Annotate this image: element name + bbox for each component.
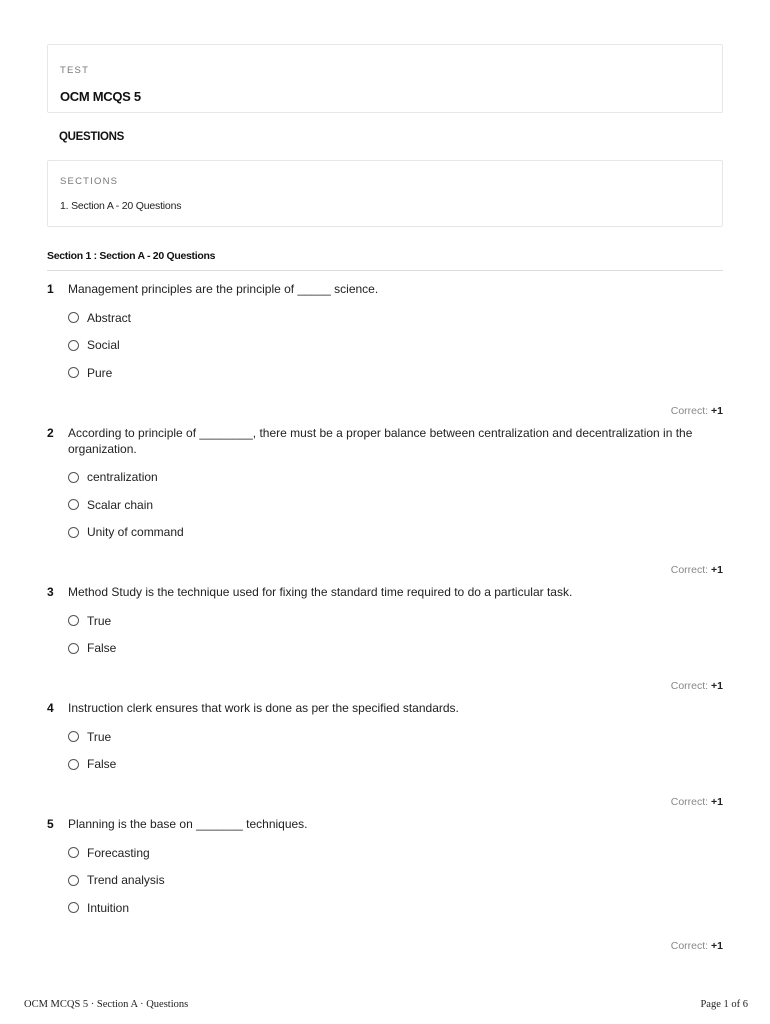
question-text: Instruction clerk ensures that work is done as per the specified standards.: [68, 701, 459, 715]
page-footer: [24, 999, 748, 1010]
radio-circle-icon[interactable]: [68, 472, 79, 483]
option-label: Unity of command: [87, 525, 184, 540]
correct-marks: [47, 796, 723, 810]
question-text: Planning is the base on _______ techniques.: [68, 817, 308, 831]
section-list-item[interactable]: 1. Section A - 20 Questions: [60, 200, 182, 212]
correct-value: +1: [711, 796, 723, 808]
radio-circle-icon[interactable]: [68, 615, 79, 626]
option-label: Intuition: [87, 900, 130, 915]
option-label: centralization: [87, 470, 158, 485]
correct-label: Correct:: [670, 680, 709, 692]
radio-circle-icon[interactable]: [68, 527, 79, 538]
question-text: Management principles are the principle of _____ science.: [68, 282, 379, 296]
option-label: False: [87, 641, 117, 656]
question-number: 5: [47, 817, 54, 831]
questions-heading: QUESTIONS: [59, 131, 125, 143]
correct-marks: [47, 940, 723, 954]
option-social[interactable]: [68, 332, 723, 360]
option-label: True: [87, 729, 112, 744]
option-pure[interactable]: [68, 359, 723, 387]
options-list: [68, 304, 723, 387]
question-number: 2: [47, 425, 54, 440]
sections-card: [47, 160, 723, 227]
correct-label: Correct:: [670, 796, 709, 808]
correct-value: +1: [711, 680, 723, 692]
page: [47, 44, 723, 954]
question-5: [47, 816, 723, 954]
correct-marks: [47, 564, 723, 578]
radio-circle-icon[interactable]: [68, 759, 79, 770]
options-list: [68, 839, 723, 922]
correct-value: +1: [711, 939, 723, 952]
options-list: [68, 464, 723, 547]
radio-circle-icon[interactable]: [68, 643, 79, 654]
question-text: Method Study is the technique used for fixing the standard time required to do a particular task.: [68, 585, 573, 599]
correct-value: +1: [711, 404, 723, 417]
radio-circle-icon[interactable]: [68, 731, 79, 742]
section-heading: Section 1 : Section A - 20 Questions: [47, 250, 723, 271]
option-trend-analysis[interactable]: [68, 867, 723, 895]
radio-circle-icon[interactable]: [68, 312, 79, 323]
question-4: [47, 700, 723, 810]
option-forecasting[interactable]: [68, 839, 723, 867]
sections-label: SECTIONS: [60, 176, 119, 187]
option-scalar-chain[interactable]: [68, 491, 723, 519]
correct-value: +1: [711, 564, 723, 576]
radio-circle-icon[interactable]: [68, 902, 79, 913]
option-centralization[interactable]: [68, 464, 723, 492]
option-true[interactable]: [68, 607, 723, 635]
option-intuition[interactable]: [68, 894, 723, 922]
correct-label: Correct:: [670, 564, 709, 576]
correct-label: Correct:: [670, 404, 709, 417]
options-list: [68, 723, 723, 778]
correct-marks: [47, 405, 723, 419]
radio-circle-icon[interactable]: [68, 499, 79, 510]
test-card: [47, 44, 723, 113]
test-label: TEST: [60, 65, 90, 76]
radio-circle-icon[interactable]: [68, 875, 79, 886]
question-number: 1: [47, 282, 54, 296]
option-true[interactable]: [68, 723, 723, 751]
option-label: Pure: [87, 365, 113, 380]
option-label: Scalar chain: [87, 497, 154, 512]
option-label: Forecasting: [87, 845, 150, 860]
footer-page-number: Page 1 of 6: [700, 999, 748, 1010]
correct-marks: [47, 680, 723, 694]
option-label: Trend analysis: [87, 873, 165, 888]
radio-circle-icon[interactable]: [68, 340, 79, 351]
question-1: [47, 281, 723, 419]
option-label: True: [87, 613, 112, 628]
options-list: [68, 607, 723, 662]
footer-document-title: OCM MCQS 5 · Section A · Questions: [24, 999, 189, 1010]
correct-label: Correct:: [670, 939, 709, 952]
radio-circle-icon[interactable]: [68, 847, 79, 858]
option-abstract[interactable]: [68, 304, 723, 332]
option-unity-of-command[interactable]: [68, 519, 723, 547]
question-2: [47, 425, 723, 579]
question-number: 4: [47, 701, 54, 715]
test-title: OCM MCQS 5: [60, 89, 141, 104]
question-text: According to principle of ________, there must be a proper balance between centralization and decentralization in the organization.: [68, 425, 693, 456]
option-label: Social: [87, 338, 120, 353]
radio-circle-icon[interactable]: [68, 367, 79, 378]
option-false[interactable]: [68, 635, 723, 663]
option-false[interactable]: [68, 751, 723, 779]
option-label: Abstract: [87, 310, 132, 325]
question-3: [47, 584, 723, 694]
option-label: False: [87, 757, 117, 772]
question-number: 3: [47, 585, 54, 599]
